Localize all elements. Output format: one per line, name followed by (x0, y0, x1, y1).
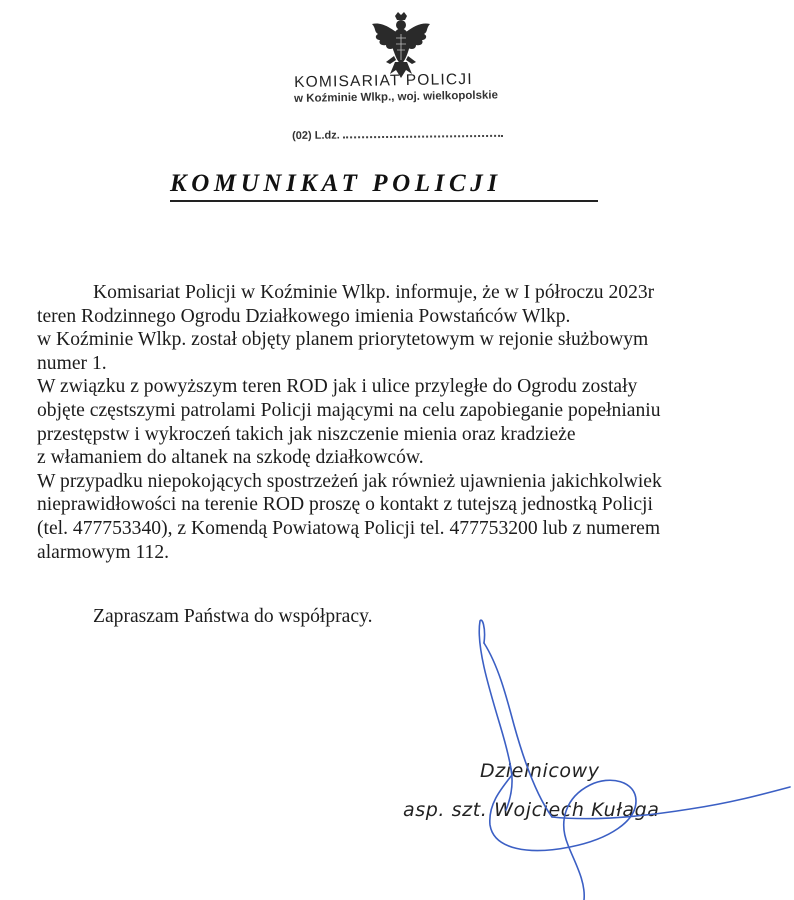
body-line: numer 1. (37, 352, 107, 374)
body-line: teren Rodzinnego Ogrodu Działkowego imienia Powstańców Wlkp. (37, 305, 571, 327)
signatory-name: asp. szt. Wojciech Kułaga (403, 799, 660, 821)
document-title: KOMUNIKAT POLICJI (170, 170, 502, 197)
body-line: w Koźminie Wlkp. został objęty planem priorytetowym w rejonie służbowym (37, 329, 649, 351)
closing-line: Zapraszam Państwa do współpracy. (93, 606, 373, 627)
polish-eagle-emblem-icon (368, 12, 434, 80)
reference-label: (02) L.dz. (292, 129, 340, 142)
body-line: objęte częstszymi patrolami Policji mającymi na celu zapobieganie popełnianiu (37, 399, 661, 421)
reference-dotted-line (343, 126, 503, 139)
body-line: nieprawidłowości na terenie ROD proszę o kontakt z tutejszą jednostką Policji (37, 494, 653, 516)
body-line: (tel. 477753340), z Komendą Powiatową Policji tel. 477753200 lub z numerem (37, 517, 661, 539)
office-location: w Koźminie Wlkp., woj. wielkopolskie (294, 89, 499, 105)
body-line: z włamaniem do altanek na szkodę działkowców. (37, 447, 424, 469)
announcement-body (37, 281, 767, 564)
body-line: alarmowym 112. (37, 541, 170, 563)
signatory-role: Dzielnicowy (480, 760, 600, 782)
body-line: przestępstw i wykroczeń takich jak niszczenie mienia oraz kradzieże (37, 423, 576, 445)
office-name: KOMISARIAT POLICJI (294, 70, 473, 91)
body-line: W związku z powyższym teren ROD jak i ulice przyległe do Ogrodu zostały (37, 376, 638, 398)
handwritten-signature-icon (440, 615, 794, 900)
reference-number-field (292, 126, 503, 142)
body-line: Komisariat Policji w Koźminie Wlkp. informuje, że w I półroczu 2023r (93, 282, 655, 303)
title-underline (170, 200, 598, 202)
body-line: W przypadku niepokojących spostrzeżeń jak również ujawnienia jakichkolwiek (37, 470, 662, 492)
